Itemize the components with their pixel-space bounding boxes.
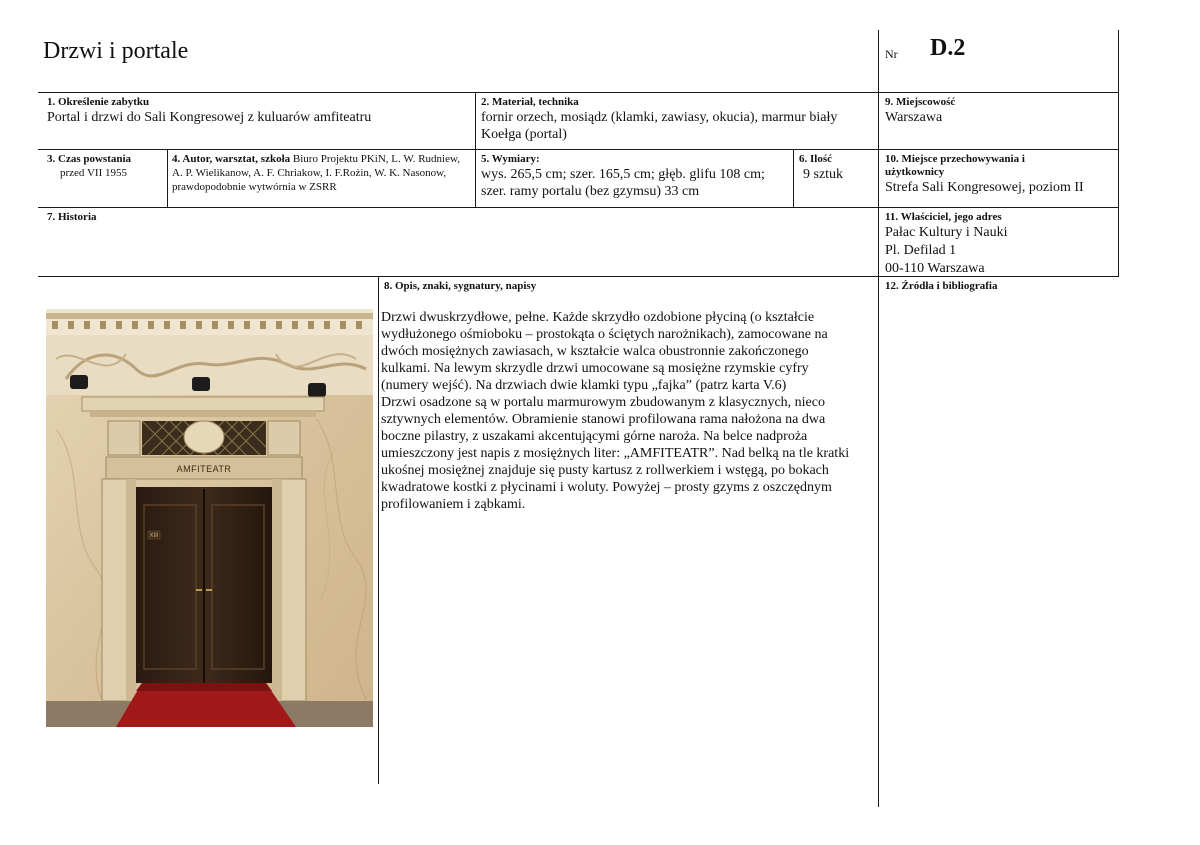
col-divider-right xyxy=(878,92,879,807)
portal-photo xyxy=(46,309,373,727)
field-8-label: 8. Opis, znaki, sygnatury, napisy xyxy=(384,280,537,292)
right-outer-border xyxy=(1118,92,1119,276)
row3-top-line xyxy=(38,207,1119,208)
field-4-label: 4. Autor, warsztat, szkoła xyxy=(172,153,291,165)
field-11-line-3: 00-110 Warszawa xyxy=(885,261,985,276)
nr-label: Nr xyxy=(885,47,898,61)
field-5-label: 5. Wymiary: xyxy=(481,153,540,165)
field-11-label: 11. Właściciel, jego adres xyxy=(885,211,1002,223)
header-divider xyxy=(878,30,879,92)
field-1-value: Portal i drzwi do Sali Kongresowej z kuluarów amfiteatru xyxy=(47,110,372,125)
door-number: XIII xyxy=(149,533,159,539)
field-12-label: 12. Źródła i bibliografia xyxy=(885,280,998,292)
nr-value: D.2 xyxy=(930,35,966,61)
field-9-value: Warszawa xyxy=(885,110,943,125)
field-5-value: wys. 265,5 cm; szer. 165,5 cm; głęb. glifu 108 cm; szer. ramy portalu (bez gzymsu) 33 cm xyxy=(481,167,765,199)
field-3-value: przed VII 1955 xyxy=(60,167,127,179)
field-11-line-1: Pałac Kultury i Nauki xyxy=(885,225,1008,240)
col-divider-main xyxy=(475,92,476,207)
col-divider-f6 xyxy=(793,149,794,207)
field-3-label: 3. Czas powstania xyxy=(47,153,132,165)
field-9-label: 9. Miejscowość xyxy=(885,96,956,108)
col-divider-f8 xyxy=(378,276,379,784)
field-2-value: fornir orzech, mosiądz (klamki, zawiasy, okucia), marmur biały Koełga (portal) xyxy=(481,110,838,142)
row1-top-line xyxy=(38,92,1119,93)
row2-top-line xyxy=(38,149,1119,150)
field-11-line-2: Pl. Defilad 1 xyxy=(885,243,957,258)
portal-inscription: AMFITEATR xyxy=(176,464,232,474)
field-4-block xyxy=(172,152,472,194)
field-10-label-line2: użytkownicy xyxy=(885,166,945,178)
field-10-value: Strefa Sali Kongresowej, poziom II xyxy=(885,180,1084,195)
col-divider-f3 xyxy=(167,149,168,207)
page-title: Drzwi i portale xyxy=(43,38,189,64)
field-6-value: 9 sztuk xyxy=(803,167,844,182)
right-border xyxy=(1118,30,1119,92)
field-1-label: 1. Określenie zabytku xyxy=(47,96,150,108)
field-8-description: Drzwi dwuskrzydłowe, pełne. Każde skrzydło ozdobione płyciną (o kształcie wydłużonego ośmioboku – prostokąta o ściętych narożnikach), zamocowane na dwóch mosiężnych zawiasach, w kształcie walca obustronnie zakończonego kulkami. Na lewym skrzydle drzwi umocowane są mosiężne rzymskie cyfry (numery wejść). Na drzwiach dwie klamki typu „fajka” (patrz karta V.6) Drzwi osadzone są w portalu marmurowym zbudowanym z klasycznych, nieco sztywnych elementów. Obramienie stanowi profilowana rama nałożona na dwa boczne pilastry, z uszakami akcentującymi górne naroża. Na belce nadproża umieszczony jest napis z mosiężnych liter: „AMFITEATR”. Nad belką na tle kratki ukośnej mosiężnej znajduje się pusty kartusz z rollwerkiem i wstęgą, po bokach kwadratowe kostki z płycinami i woluty. Powyżej – prosty gzyms z oszczędnym profilowaniem i ząbkami. xyxy=(381,310,850,512)
field-4-value: Biuro Projektu PKiN, L. W. Rudniew, A. P. Wielikanow, A. F. Chriakow, I. F.Rożin, W. K. Nasonow, prawdopodobnie wytwórnia w ZSRR xyxy=(172,153,460,193)
field-2-label: 2. Materiał, technika xyxy=(481,96,579,108)
field-7-label: 7. Historia xyxy=(47,211,97,223)
field-6-label: 6. Ilość xyxy=(799,153,832,165)
field-10-label-line1: 10. Miejsce przechowywania i xyxy=(885,153,1025,165)
